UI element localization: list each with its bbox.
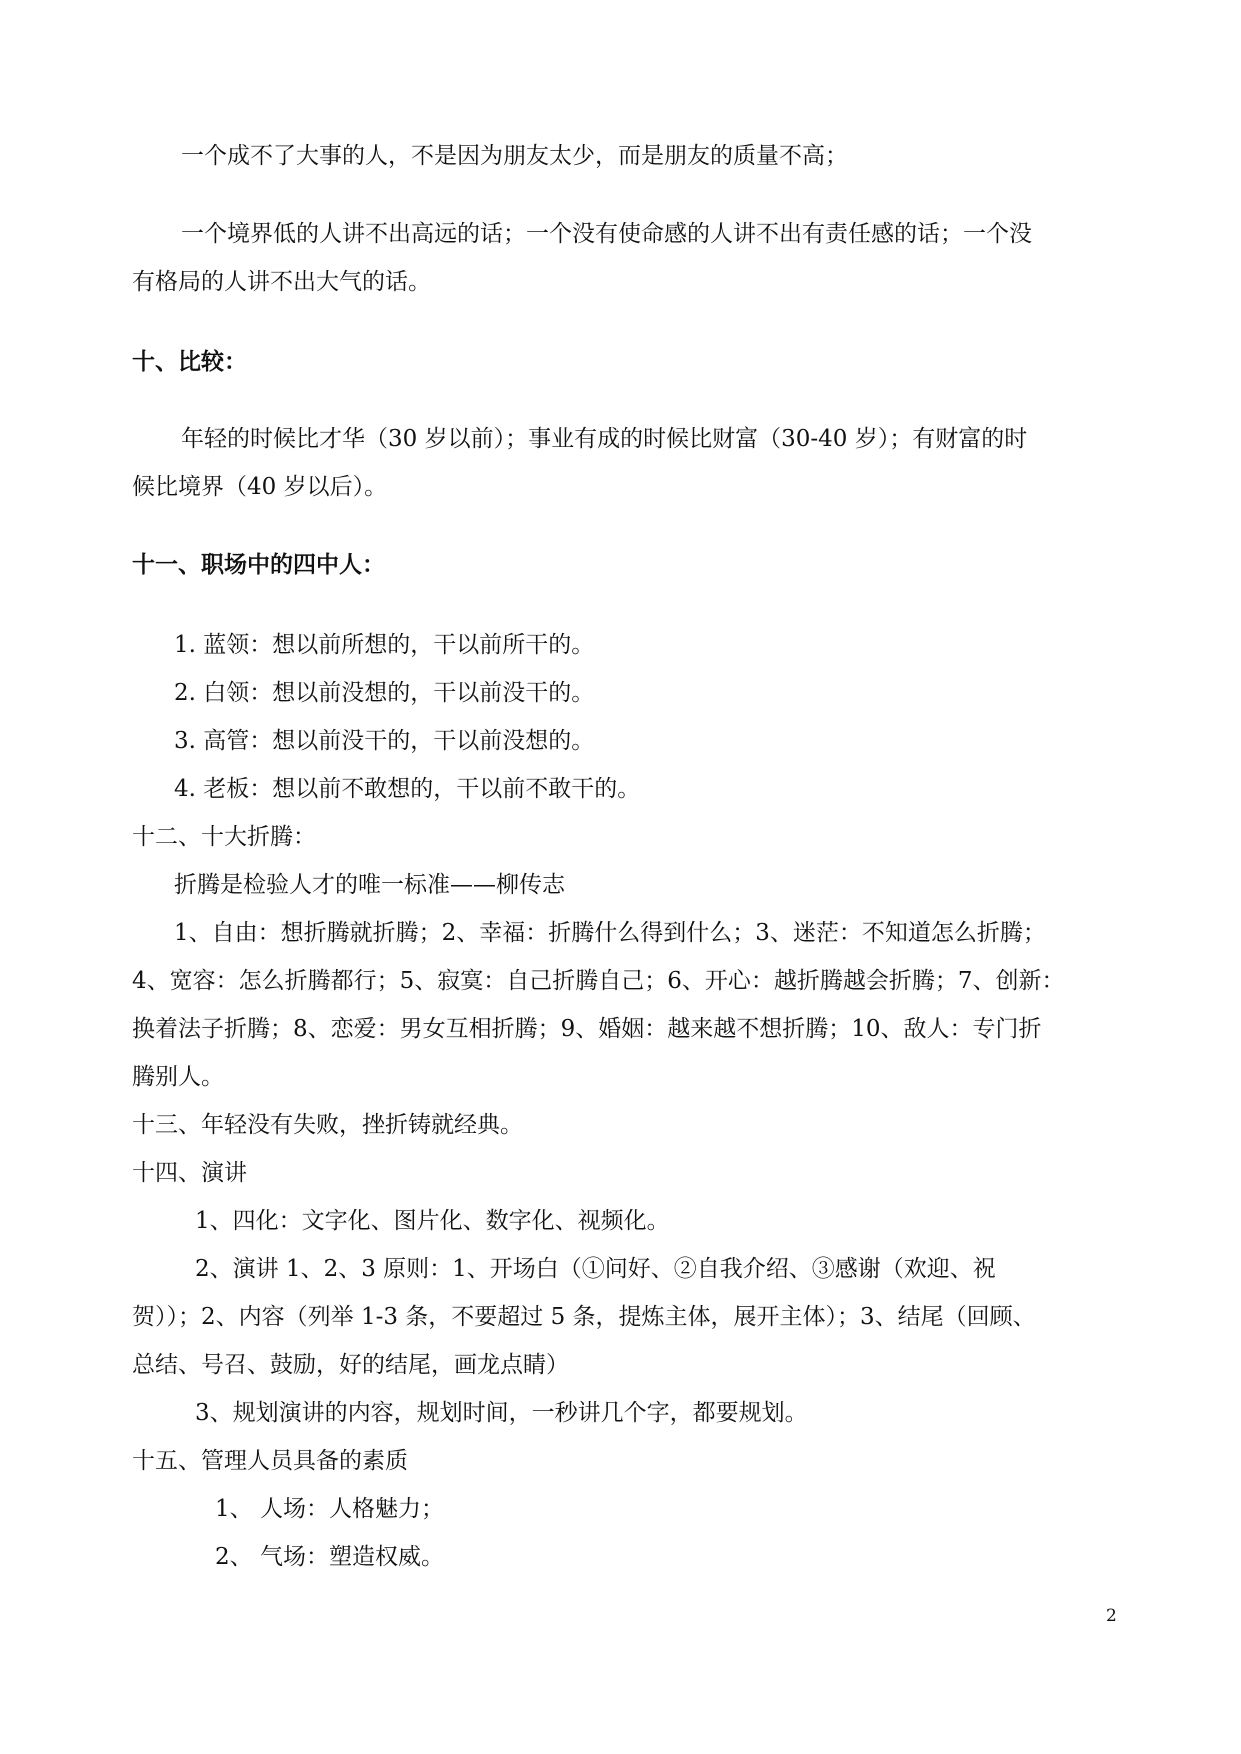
paragraph-line: 3、规划演讲的内容，规划时间，一秒讲几个字，都要规划。 xyxy=(195,1400,808,1426)
list-item: 4. 老板：想以前不敢想的，干以前不敢干的。 xyxy=(174,776,641,802)
list-item: 1、 人场：人格魅力； xyxy=(215,1496,444,1522)
paragraph-line: 贺））；2、内容（列举 1-3 条，不要超过 5 条，提炼主体，展开主体）；3、结尾（回顾、 xyxy=(132,1304,1036,1330)
paragraph-line: 换着法子折腾；8、恋爱：男女互相折腾；9、婚姻：越来越不想折腾；10、敌人：专门折 xyxy=(132,1016,1042,1042)
paragraph-line: 1、四化：文字化、图片化、数字化、视频化。 xyxy=(195,1208,670,1234)
list-item: 3. 高管：想以前没干的，干以前没想的。 xyxy=(174,728,595,754)
section-heading: 十四、演讲 xyxy=(132,1160,247,1186)
paragraph-line: 一个境界低的人讲不出高远的话；一个没有使命感的人讲不出有责任感的话；一个没 xyxy=(181,221,1032,247)
paragraph-line: 总结、号召、鼓励，好的结尾，画龙点睛） xyxy=(132,1352,569,1378)
paragraph-line: 腾别人。 xyxy=(132,1064,224,1090)
list-item: 1. 蓝领：想以前所想的，干以前所干的。 xyxy=(174,632,595,658)
paragraph-line: 1、自由：想折腾就折腾；2、幸福：折腾什么得到什么；3、迷茫：不知道怎么折腾； xyxy=(174,920,1046,946)
section-heading: 十、比较： xyxy=(132,348,247,375)
list-item: 2、 气场：塑造权威。 xyxy=(215,1544,444,1570)
paragraph-line: 一个成不了大事的人，不是因为朋友太少，而是朋友的质量不高； xyxy=(181,143,848,169)
list-item: 2. 白领：想以前没想的，干以前没干的。 xyxy=(174,680,595,706)
section-heading: 十三、年轻没有失败，挫折铸就经典。 xyxy=(132,1112,523,1138)
paragraph-line: 2、演讲 1、2、3 原则：1、开场白（①问好、②自我介绍、③感谢（欢迎、祝 xyxy=(195,1256,996,1282)
paragraph-line: 折腾是检验人才的唯一标准——柳传志 xyxy=(174,872,565,898)
section-heading: 十五、管理人员具备的素质 xyxy=(132,1448,408,1474)
paragraph-line: 候比境界（40 岁以后）。 xyxy=(132,474,388,500)
paragraph-line: 年轻的时候比才华（30 岁以前）；事业有成的时候比财富（30-40 岁）；有财富的时 xyxy=(181,426,1028,452)
section-heading: 十二、十大折腾： xyxy=(132,824,316,850)
paragraph-line: 有格局的人讲不出大气的话。 xyxy=(132,269,431,295)
page-number: 2 xyxy=(1106,1606,1117,1626)
section-heading: 十一、职场中的四中人： xyxy=(132,551,385,578)
paragraph-line: 4、宽容：怎么折腾都行；5、寂寞：自己折腾自己；6、开心：越折腾越会折腾；7、创新： xyxy=(132,968,1065,994)
